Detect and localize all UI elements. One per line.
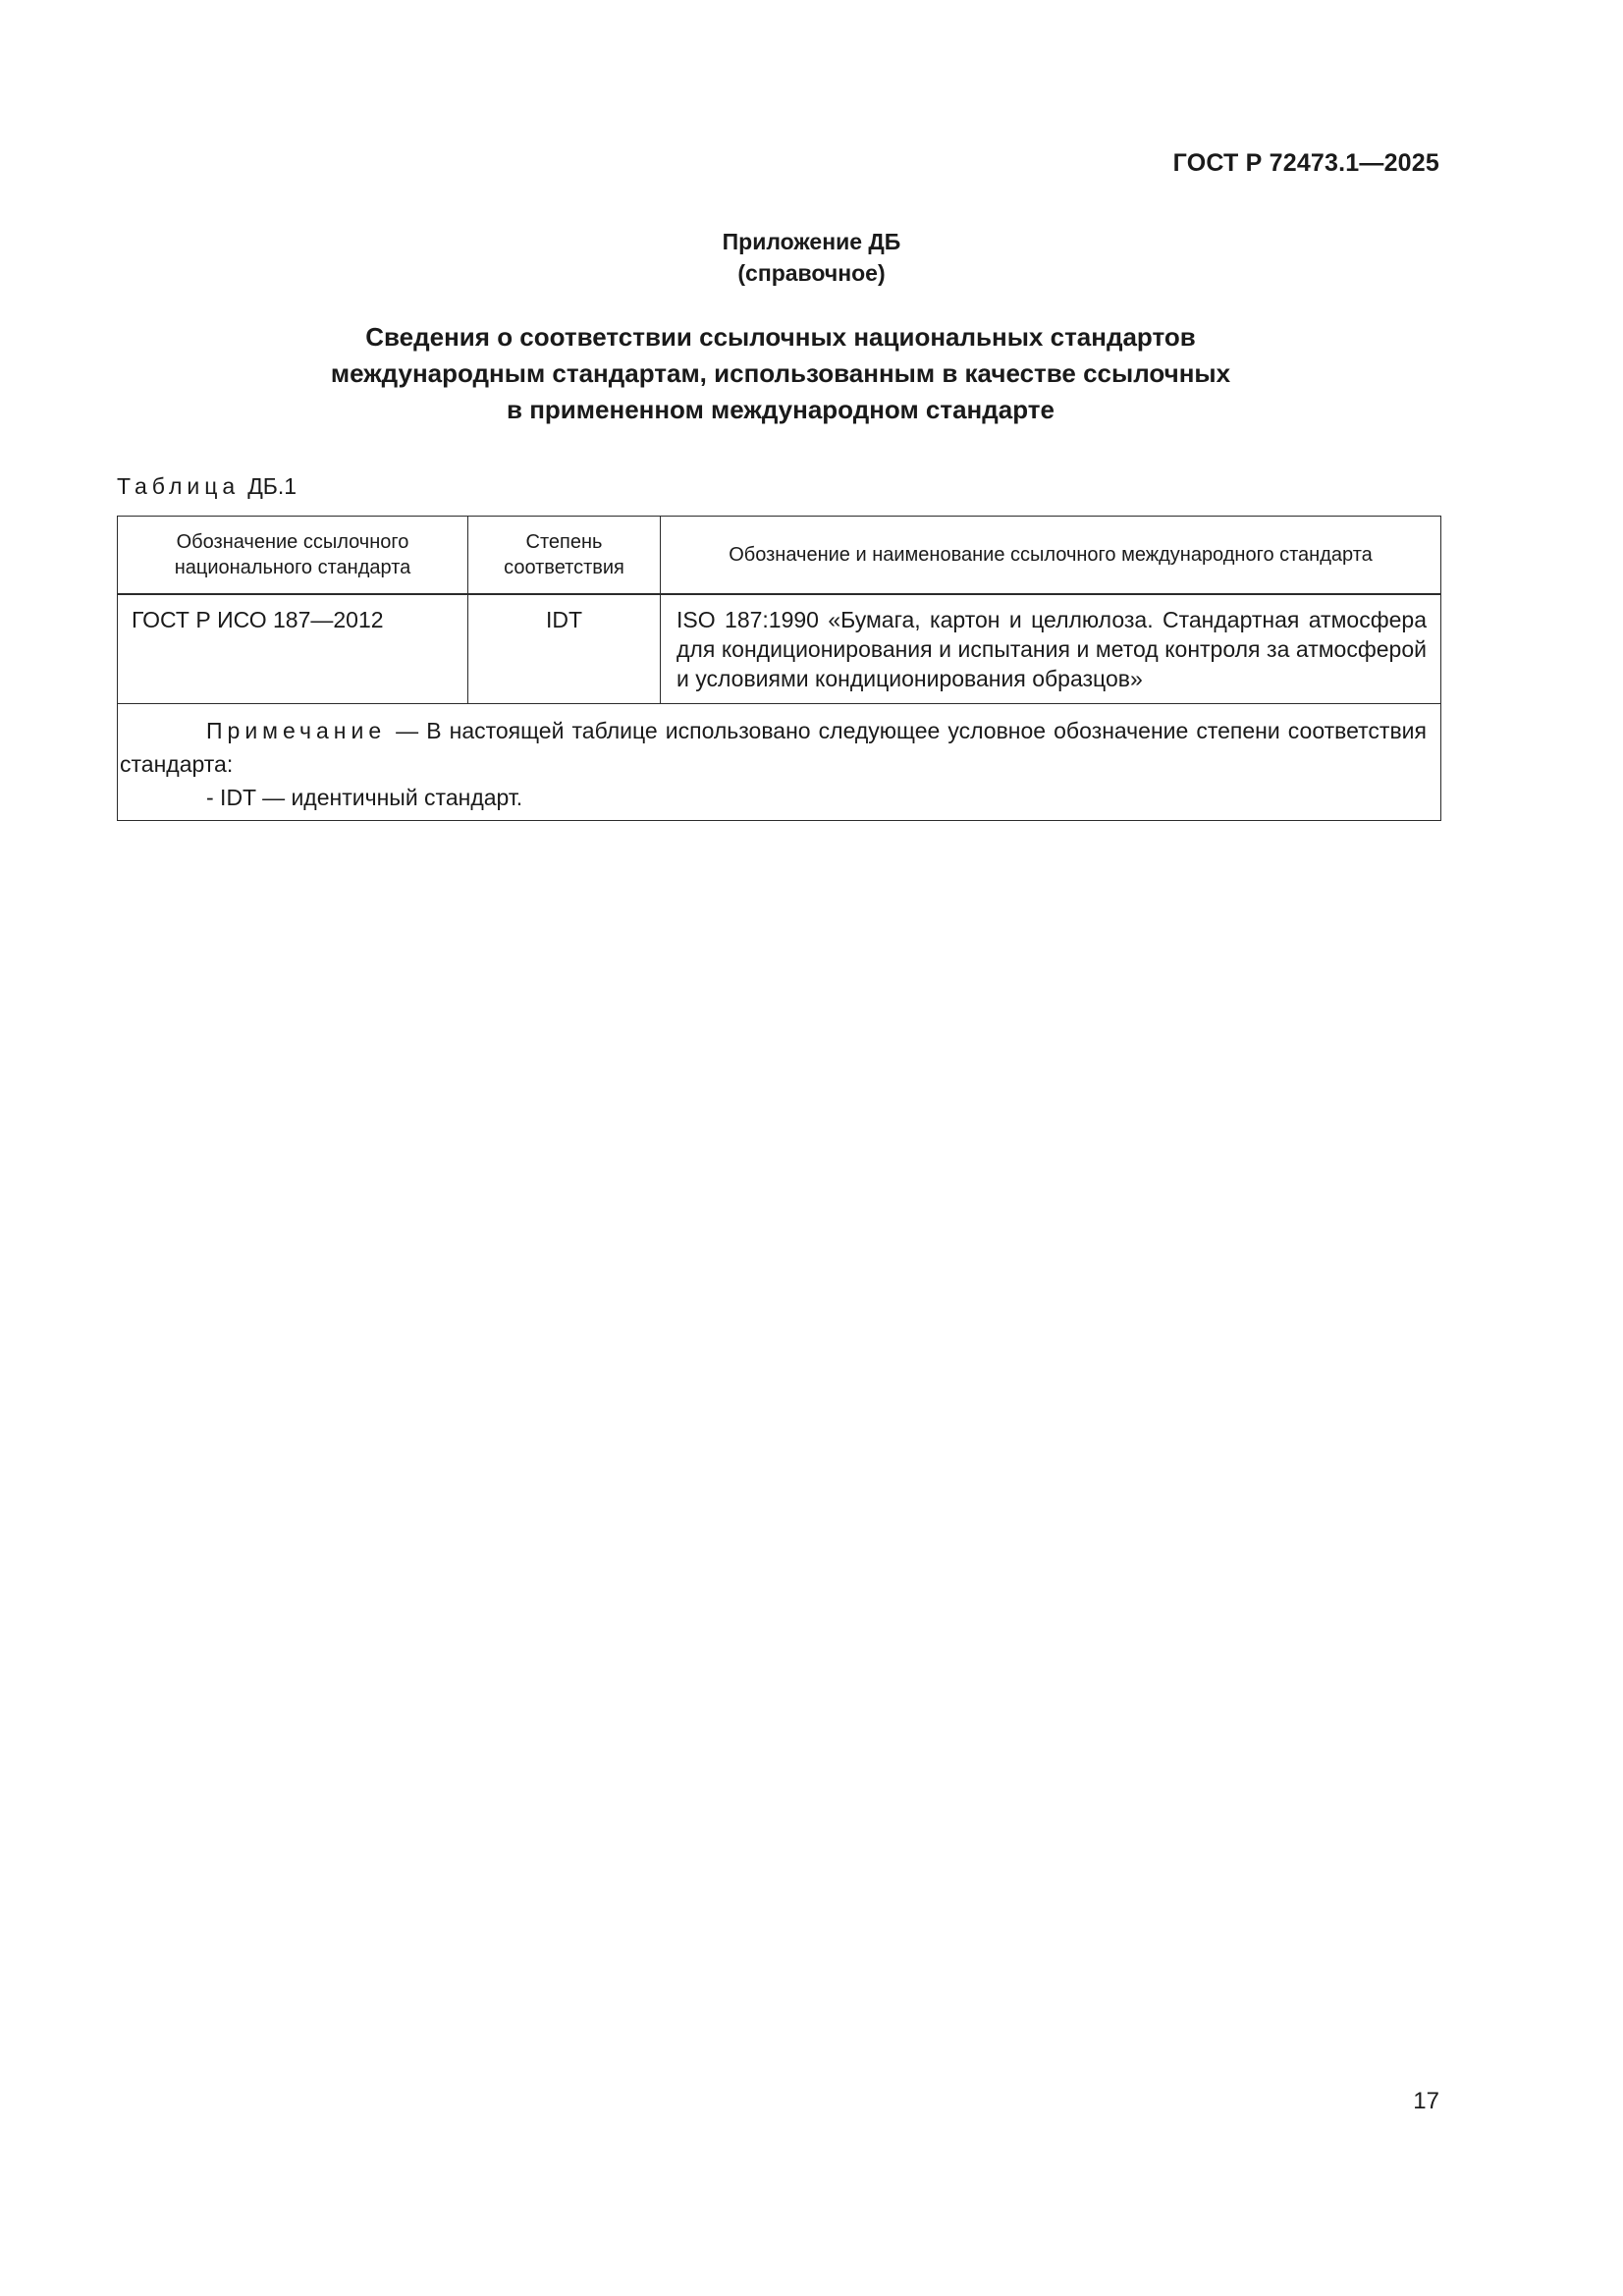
document-code: ГОСТ Р 72473.1—2025 [1172,149,1439,177]
cell-national-standard: ГОСТ Р ИСО 187—2012 [118,595,468,704]
cell-degree: IDT [468,595,661,704]
appendix-kind: (справочное) [737,260,886,286]
section-title-line-1: Сведения о соответствии ссылочных национальных стандартов [365,322,1196,352]
section-title-line-2: международным стандартам, использованным в качестве ссылочных [330,358,1231,388]
table-caption-number: ДБ.1 [247,473,298,499]
column-header-international: Обозначение и наименование ссылочного международного стандарта [661,517,1441,594]
table-caption [117,473,297,500]
column-header-degree: Степень соответствия [468,517,661,594]
cell-international-standard: ISO 187:1990 «Бумага, картон и целлюлоза. Стандартная атмосфера для кондиционирования и испытания и метод контроля за атмосферой и условиями кондиционирования образцов» [661,595,1441,704]
appendix-heading [0,226,1623,289]
table-caption-word: Таблица [117,473,241,499]
table-note [118,704,1441,821]
note-item: - IDT — идентичный стандарт. [206,785,523,810]
note-label: Примечание [206,718,387,743]
table-header-row [118,517,1441,594]
correspondence-table [117,516,1441,821]
note-text [120,714,1427,781]
section-title-line-3: в примененном международном стандарте [507,395,1055,424]
table-row [118,595,1441,704]
column-header-national: Обозначение ссылочного национального стандарта [118,517,468,594]
page-number: 17 [1413,2088,1439,2114]
appendix-title: Приложение ДБ [722,229,901,254]
table-note-row [118,704,1441,821]
section-title [0,319,1561,428]
note-body: — В настоящей таблице использовано следующее условное обозначение степени соответствия стандарта: [120,718,1427,777]
